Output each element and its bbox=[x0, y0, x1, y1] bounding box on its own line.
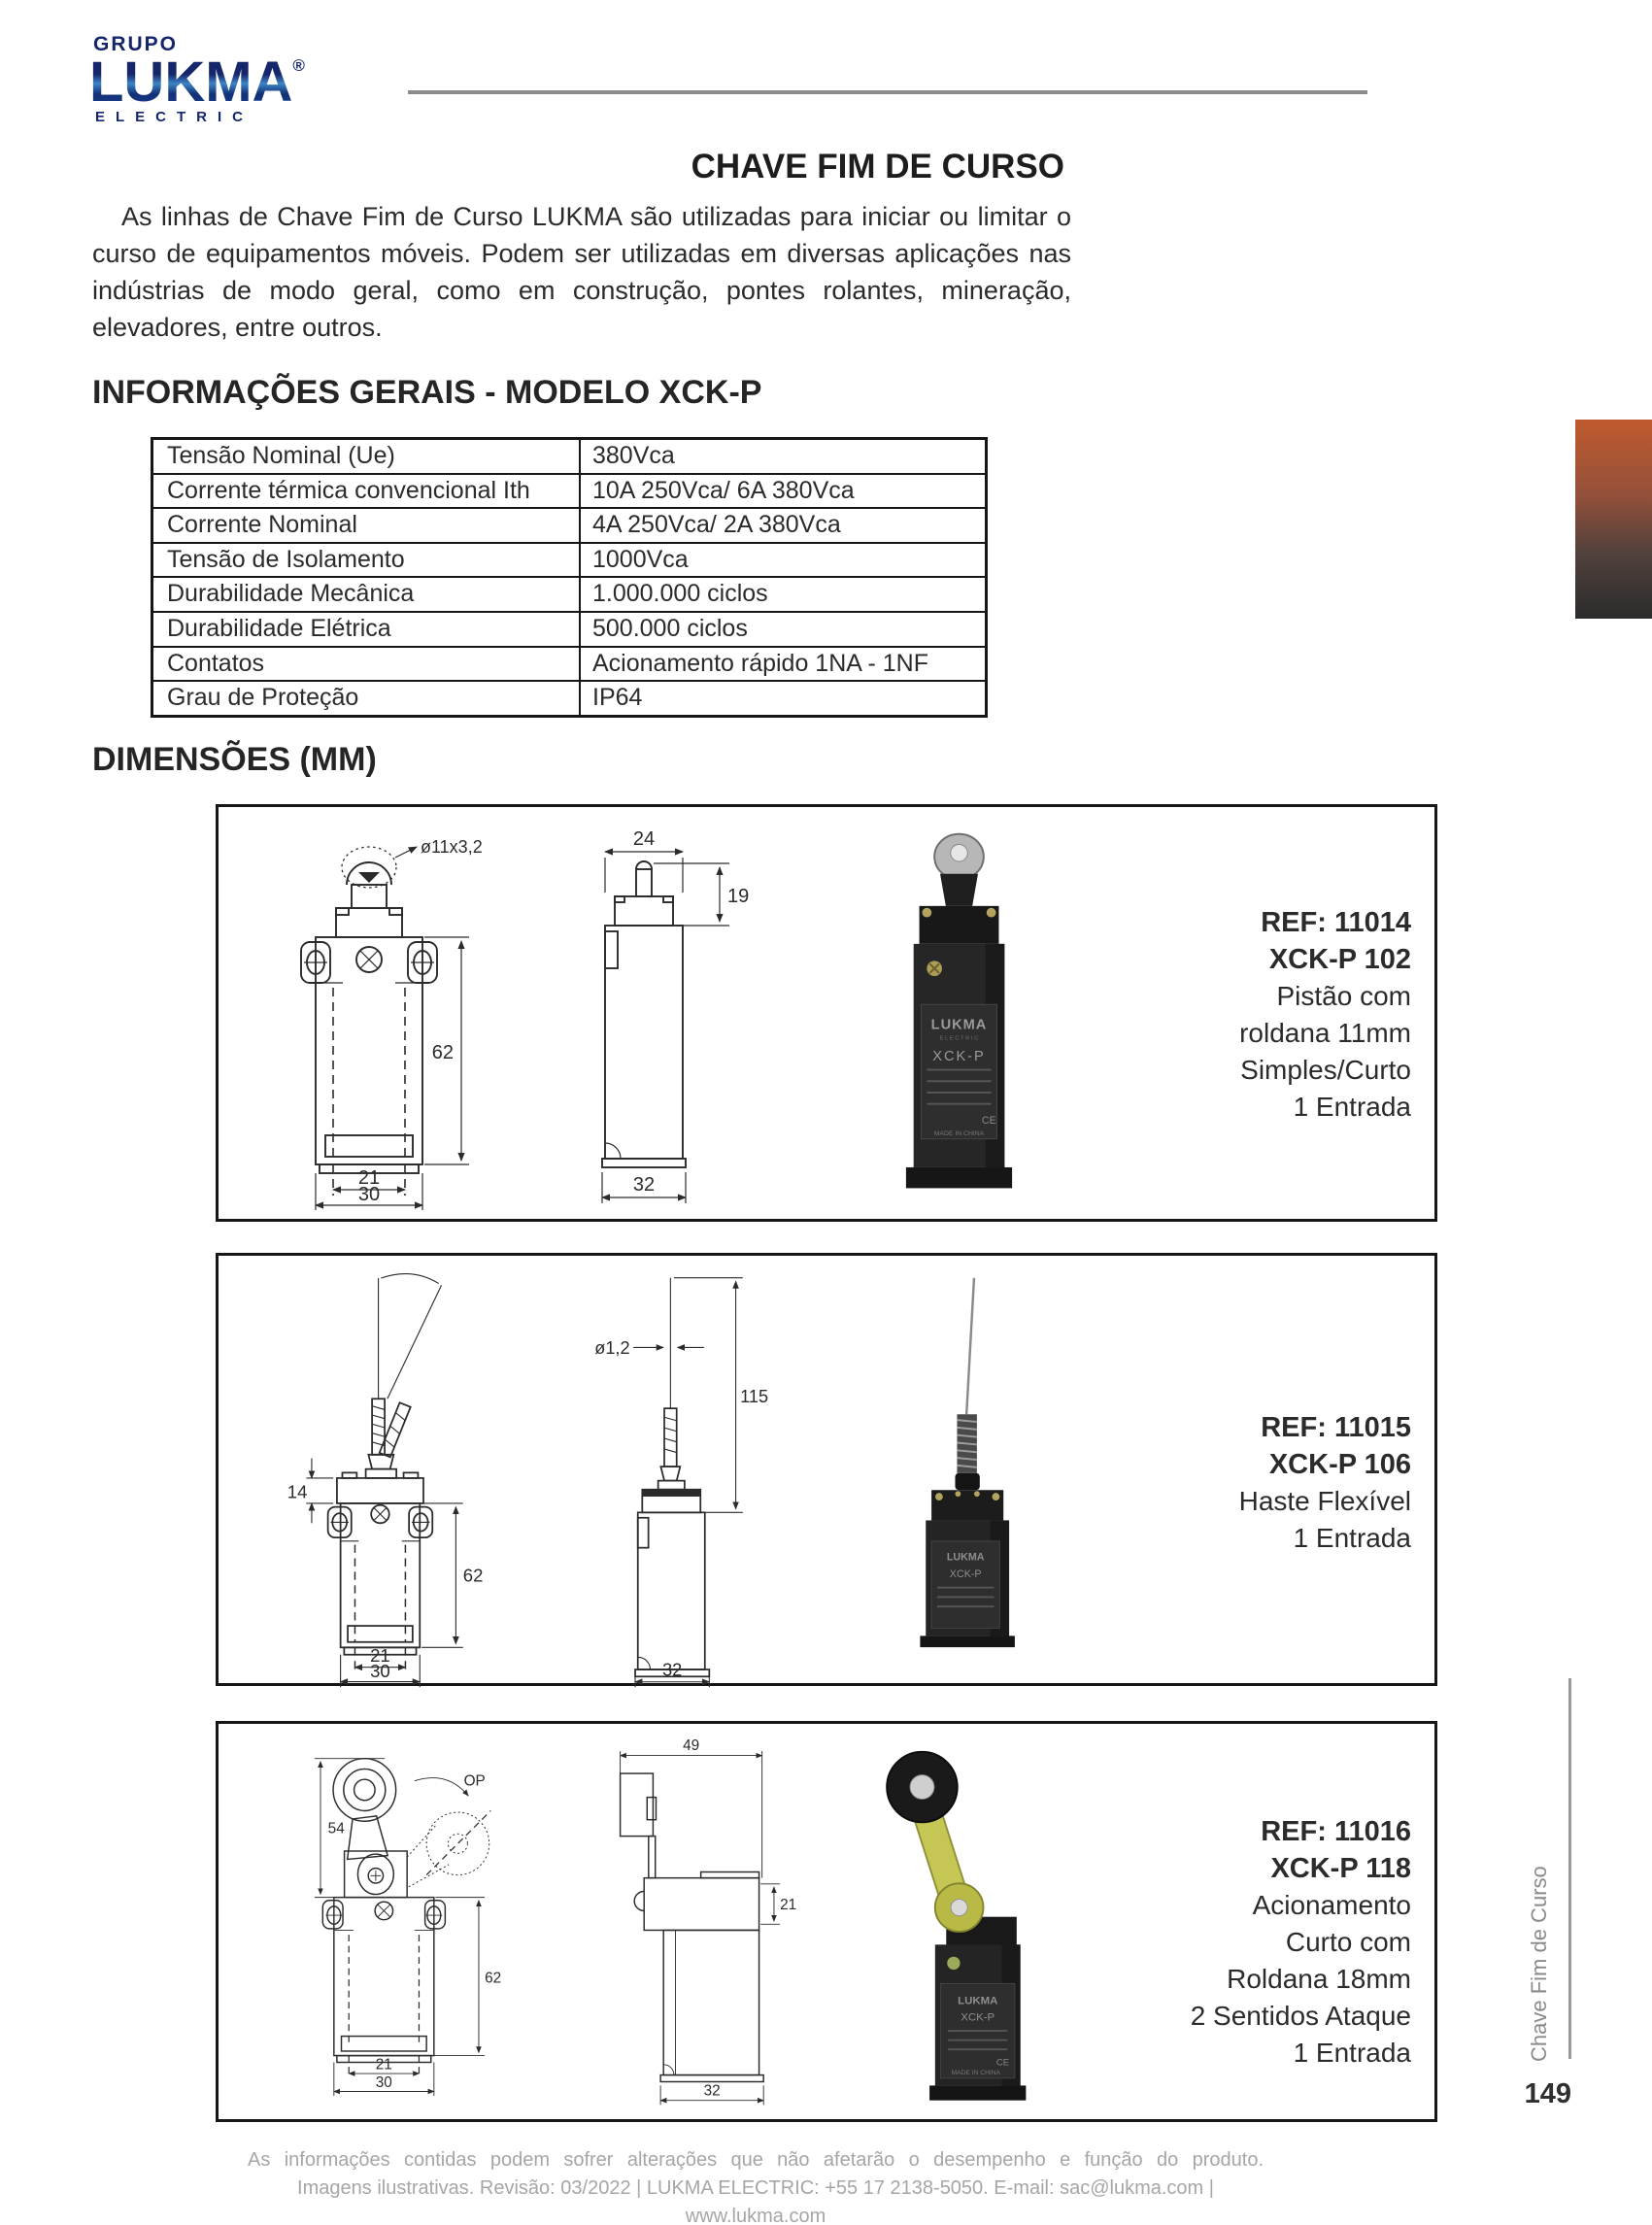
page-number: 149 bbox=[1524, 2078, 1571, 2109]
product-desc-line: 1 Entrada bbox=[1293, 1092, 1411, 1122]
dim-label-base: 32 bbox=[662, 1660, 683, 1680]
switch-body-front bbox=[322, 1898, 445, 2063]
spec-label: Corrente Nominal bbox=[167, 511, 357, 539]
registered-mark: ® bbox=[292, 56, 305, 75]
header-divider bbox=[408, 90, 1367, 94]
logo-grupo-text: GRUPO bbox=[93, 33, 179, 55]
spec-value: IP64 bbox=[579, 682, 985, 715]
sidebar-rule bbox=[1568, 1678, 1571, 2059]
spec-value: 10A 250Vca/ 6A 380Vca bbox=[579, 475, 985, 508]
dim-label-head: 14 bbox=[287, 1481, 308, 1502]
switch-body-side bbox=[602, 861, 686, 1167]
footer-disclaimer: As informações contidas podem sofrer alterações que não afetarão o desempenho e função do produto. bbox=[248, 2149, 1264, 2171]
dim-label-height: 62 bbox=[485, 1970, 502, 1987]
product-ref: REF: 11014 bbox=[1261, 907, 1411, 938]
side-view-drawing-xckp102 bbox=[558, 823, 753, 1211]
spec-table bbox=[151, 437, 988, 718]
spec-label: Tensão de Isolamento bbox=[167, 545, 405, 573]
spec-value: 4A 250Vca/ 2A 380Vca bbox=[579, 509, 985, 542]
product-model: XCK-P 102 bbox=[1268, 944, 1411, 975]
table-row bbox=[153, 440, 985, 475]
logo-wordmark bbox=[89, 51, 400, 114]
footer bbox=[248, 2146, 1264, 2225]
photo-brand-label: LUKMA bbox=[958, 1995, 998, 2007]
product-desc-line: Simples/Curto bbox=[1240, 1055, 1411, 1085]
section-color-bar bbox=[1575, 420, 1652, 619]
spec-label: Grau de Proteção bbox=[167, 684, 359, 712]
photo-origin-label: MADE IN CHINA bbox=[933, 1129, 985, 1137]
photo-ce-mark: CE bbox=[981, 1115, 996, 1128]
product-info-xckp102 bbox=[1239, 904, 1411, 1126]
product-photo-xckp102 bbox=[864, 825, 1054, 1203]
spec-label: Contatos bbox=[167, 649, 265, 677]
photo-model-label: XCK-P bbox=[932, 1048, 986, 1064]
product-info-xckp106 bbox=[1239, 1409, 1411, 1557]
photo-origin-label: MADE IN CHINA bbox=[951, 2069, 1001, 2076]
spec-value: Acionamento rápido 1NA - 1NF bbox=[579, 648, 985, 681]
side-view-drawing-xckp106 bbox=[554, 1265, 775, 1689]
product-box-xckp106 bbox=[216, 1253, 1437, 1686]
product-box-xckp102 bbox=[216, 804, 1437, 1222]
front-view-drawing-xckp102 bbox=[277, 823, 529, 1211]
dim-label-inner-width: 21 bbox=[375, 2056, 392, 2073]
table-row bbox=[153, 682, 985, 715]
dim-label-rod-diameter: ø1,2 bbox=[594, 1337, 630, 1358]
product-desc-line: 1 Entrada bbox=[1293, 2038, 1411, 2068]
dim-label-inner-width: 21 bbox=[357, 1167, 381, 1189]
table-row bbox=[153, 509, 985, 544]
section-heading-dimensions: DIMENSÕES (MM) bbox=[92, 741, 377, 778]
dim-label-height: 62 bbox=[462, 1565, 484, 1586]
switch-body-front bbox=[328, 1472, 433, 1654]
section-heading-general-info: INFORMAÇÕES GERAIS - MODELO XCK-P bbox=[92, 374, 762, 411]
product-box-xckp118 bbox=[216, 1721, 1437, 2122]
dim-label-outer-width: 30 bbox=[357, 1184, 381, 1205]
table-row bbox=[153, 475, 985, 510]
product-model: XCK-P 106 bbox=[1268, 1449, 1411, 1480]
product-model: XCK-P 118 bbox=[1270, 1853, 1411, 1884]
dimension-lines bbox=[660, 1884, 780, 2106]
product-photo-xckp118 bbox=[850, 1734, 1054, 2107]
table-row bbox=[153, 544, 985, 579]
photo-line-label: E L E C T R I C bbox=[939, 1035, 979, 1042]
product-desc-line: 2 Sentidos Ataque bbox=[1190, 2001, 1411, 2031]
dim-label-outer-width: 30 bbox=[370, 1660, 390, 1681]
dim-label-op: OP bbox=[463, 1772, 486, 1790]
spec-label: Durabilidade Mecânica bbox=[167, 580, 415, 608]
flexible-rod bbox=[658, 1278, 685, 1490]
photo-model-label: XCK-P bbox=[949, 1568, 982, 1580]
product-desc-line: Haste Flexível bbox=[1238, 1486, 1411, 1516]
dim-label-outer-width: 30 bbox=[375, 2073, 392, 2091]
spec-label: Tensão Nominal (Ue) bbox=[167, 442, 395, 469]
dimension-lines bbox=[621, 1751, 762, 1878]
intro-paragraph: As linhas de Chave Fim de Curso LUKMA são utilizadas para iniciar ou limitar o curso de equipamentos móveis. Podem ser utilizadas em diversas aplicações nas indústrias de modo geral, como em construção, pontes rolantes, mineração, elevadores, entre outros. bbox=[92, 202, 1071, 342]
roller-lever-side bbox=[621, 1773, 657, 1878]
spec-value: 1.000.000 ciclos bbox=[579, 578, 985, 611]
lever-rotation-ghost bbox=[407, 1778, 490, 1887]
dim-label-base: 32 bbox=[632, 1174, 656, 1196]
dimension-lines bbox=[316, 937, 469, 1210]
dim-label-plunger-height: 19 bbox=[727, 886, 750, 907]
spec-value: 500.000 ciclos bbox=[579, 613, 985, 646]
product-desc-line: 1 Entrada bbox=[1293, 1523, 1411, 1553]
table-row bbox=[153, 578, 985, 613]
side-view-drawing-xckp118 bbox=[580, 1732, 813, 2112]
spec-value: 1000Vca bbox=[579, 544, 985, 577]
product-desc-line: Roldana 18mm bbox=[1227, 1964, 1411, 1994]
table-row bbox=[153, 648, 985, 683]
dim-label-plunger: ø11x3,2 bbox=[421, 837, 483, 857]
lukma-logo bbox=[89, 33, 400, 125]
spec-label: Corrente térmica convencional Ith bbox=[167, 476, 530, 504]
flexible-rod bbox=[366, 1274, 442, 1478]
dim-label-head: 21 bbox=[780, 1896, 797, 1913]
photo-model-label: XCK-P bbox=[961, 2011, 995, 2024]
dim-label-inner-width: 21 bbox=[370, 1645, 390, 1667]
product-photo-xckp106 bbox=[860, 1267, 1049, 1656]
photo-ce-mark: CE bbox=[995, 2057, 1010, 2069]
dim-label-width: 49 bbox=[683, 1737, 700, 1755]
logo-name-text: LUKMA bbox=[89, 51, 293, 114]
dim-label-width: 24 bbox=[632, 828, 656, 850]
spec-label: Durabilidade Elétrica bbox=[167, 614, 391, 642]
photo-brand-label: LUKMA bbox=[946, 1551, 985, 1564]
product-ref: REF: 11015 bbox=[1261, 1412, 1411, 1443]
footer-contact: Imagens ilustrativas. Revisão: 03/2022 | LUKMA ELECTRIC: +55 17 2138-5050. E-mail: sac@lukma.com | www.lukma.com bbox=[297, 2177, 1214, 2225]
table-row bbox=[153, 613, 985, 648]
dim-label-height: 62 bbox=[431, 1042, 454, 1063]
product-info-xckp118 bbox=[1191, 1813, 1411, 2072]
product-ref: REF: 11016 bbox=[1261, 1816, 1411, 1847]
front-view-drawing-xckp118 bbox=[265, 1732, 556, 2112]
page-title: CHAVE FIM DE CURSO bbox=[691, 148, 1064, 185]
product-desc-line: Acionamento bbox=[1252, 1890, 1411, 1920]
switch-body-side bbox=[635, 1490, 709, 1680]
switch-body-side bbox=[634, 1872, 763, 2082]
front-view-drawing-xckp106 bbox=[272, 1265, 524, 1689]
spec-value: 380Vca bbox=[579, 440, 985, 473]
sidebar-section-label: Chave Fim de Curso bbox=[1527, 1866, 1551, 2062]
dimension-lines bbox=[635, 1278, 743, 1687]
product-desc-line: Curto com bbox=[1285, 1927, 1411, 1957]
logo-electric-text: ELECTRIC bbox=[95, 109, 253, 125]
dim-label-base: 32 bbox=[703, 2082, 721, 2100]
dim-label-length: 115 bbox=[740, 1386, 769, 1406]
photo-brand-label: LUKMA bbox=[930, 1017, 988, 1033]
dimension-lines bbox=[605, 852, 729, 926]
dim-label-lever: 54 bbox=[327, 1820, 345, 1837]
product-desc-line: Pistão com bbox=[1276, 981, 1411, 1011]
switch-body-front bbox=[301, 908, 437, 1173]
plunger-roller bbox=[342, 847, 417, 908]
product-desc-line: roldana 11mm bbox=[1239, 1018, 1411, 1048]
